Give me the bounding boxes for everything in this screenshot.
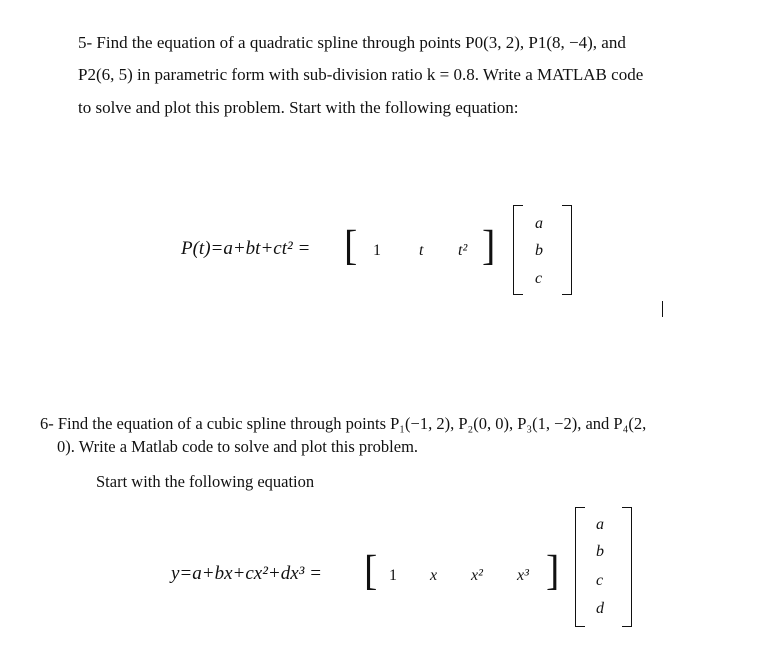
q5-col-entry-3: c bbox=[535, 270, 543, 287]
q5-row-bracket-left: [ bbox=[344, 221, 358, 270]
q5-line-2: P2(6, 5) in parametric form with sub-division ratio k = 0.8. Write a MATLAB code bbox=[78, 65, 644, 84]
q6-row-bracket-left: [ bbox=[364, 546, 378, 595]
q6-line-1: 6- Find the equation of a cubic spline through points P₁(−1, 2), P₂(0, 0), P₃(1, −2), and P₄(2, bbox=[40, 414, 647, 433]
q5-line-3: to solve and plot this problem. Start with the following equation: bbox=[78, 98, 519, 117]
q6-col-entry-1: a bbox=[596, 516, 604, 533]
q5-col-entry-2: b bbox=[535, 242, 543, 259]
q6-row-bracket-right: ] bbox=[546, 546, 560, 595]
q5-row-entry-1: 1 bbox=[373, 242, 381, 259]
q5-equation-lhs: P(t)=a+bt+ct² = bbox=[181, 238, 311, 259]
q6-row-entry-3: x² bbox=[471, 567, 483, 584]
q5-column-bracket-left bbox=[513, 205, 523, 295]
q6-col-entry-3: c bbox=[596, 572, 604, 589]
q5-column-bracket-right bbox=[562, 205, 572, 295]
q5-row-entry-2: t bbox=[419, 242, 424, 259]
text-cursor bbox=[662, 301, 663, 317]
q6-col-entry-2: b bbox=[596, 543, 604, 560]
q6-column-bracket-left bbox=[575, 507, 585, 627]
q6-line-2: 0). Write a Matlab code to solve and plot this problem. bbox=[57, 437, 419, 456]
q5-row-bracket-right: ] bbox=[482, 221, 496, 270]
q5-col-entry-1: a bbox=[535, 215, 543, 232]
q5-line-1: 5- Find the equation of a quadratic spline through points P0(3, 2), P1(8, −4), and bbox=[78, 33, 626, 52]
q6-row-entry-4: x³ bbox=[517, 567, 529, 584]
q6-column-bracket-right bbox=[622, 507, 632, 627]
q5-row-entry-3: t² bbox=[458, 242, 468, 259]
q6-col-entry-4: d bbox=[596, 600, 604, 617]
q6-row-entry-1: 1 bbox=[389, 567, 397, 584]
q6-row-entry-2: x bbox=[430, 567, 438, 584]
q6-equation-lhs: y=a+bx+cx²+dx³ = bbox=[171, 563, 322, 584]
q6-line-3: Start with the following equation bbox=[96, 472, 315, 491]
